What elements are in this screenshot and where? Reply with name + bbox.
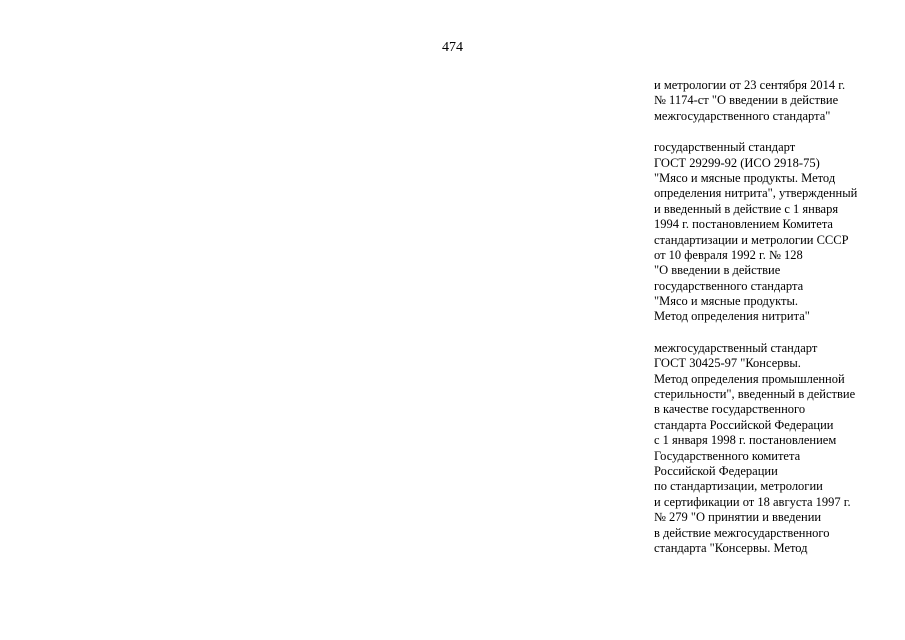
text-line: "О введении в действие: [654, 263, 781, 278]
text-line: стандарта Российской Федерации: [654, 417, 834, 432]
text-line: определения нитрита", утвержденный: [654, 186, 858, 201]
text-line: государственный стандарт: [654, 140, 796, 155]
text-line: по стандартизации, метрологии: [654, 479, 823, 494]
text-line: и введенный в действие с 1 января: [654, 201, 839, 216]
text-line: межгосударственный стандарт: [654, 340, 818, 355]
text-line: ГОСТ 30425-97 "Консервы.: [654, 356, 801, 371]
paragraph-3: [654, 341, 894, 556]
text-line: "Мясо и мясные продукты. Метод: [654, 170, 836, 185]
text-line: № 279 "О принятии и введении: [654, 510, 822, 525]
document-text-column: [654, 78, 894, 572]
text-line: с 1 января 1998 г. постановлением: [654, 433, 837, 448]
text-line: № 1174-ст "О введении в действие: [654, 93, 839, 108]
text-line: Метод определения промышленной: [654, 371, 845, 386]
text-line: и метрологии от 23 сентября 2014 г.: [654, 78, 846, 92]
text-line: межгосударственного стандарта": [654, 108, 831, 123]
text-line: и сертификации от 18 августа 1997 г.: [654, 494, 851, 509]
text-line: Метод определения нитрита": [654, 309, 810, 324]
text-line: стандартизации и метрологии СССР: [654, 232, 849, 247]
text-line: стандарта "Консервы. Метод: [654, 540, 808, 555]
text-line: "Мясо и мясные продукты.: [654, 294, 799, 309]
text-line: стерильности", введенный в действие: [654, 387, 856, 402]
text-line: в качестве государственного: [654, 402, 806, 417]
text-line: государственного стандарта: [654, 278, 804, 293]
text-line: от 10 февраля 1992 г. № 128: [654, 247, 803, 262]
text-line: 1994 г. постановлением Комитета: [654, 217, 833, 232]
text-line: в действие межгосударственного: [654, 525, 830, 540]
text-line: Российской Федерации: [654, 463, 778, 478]
text-line: ГОСТ 29299-92 (ИСО 2918-75): [654, 155, 820, 170]
paragraph-1: [654, 78, 894, 124]
paragraph-2: [654, 140, 894, 325]
page-number: 474: [442, 40, 463, 55]
text-line: Государственного комитета: [654, 448, 801, 463]
